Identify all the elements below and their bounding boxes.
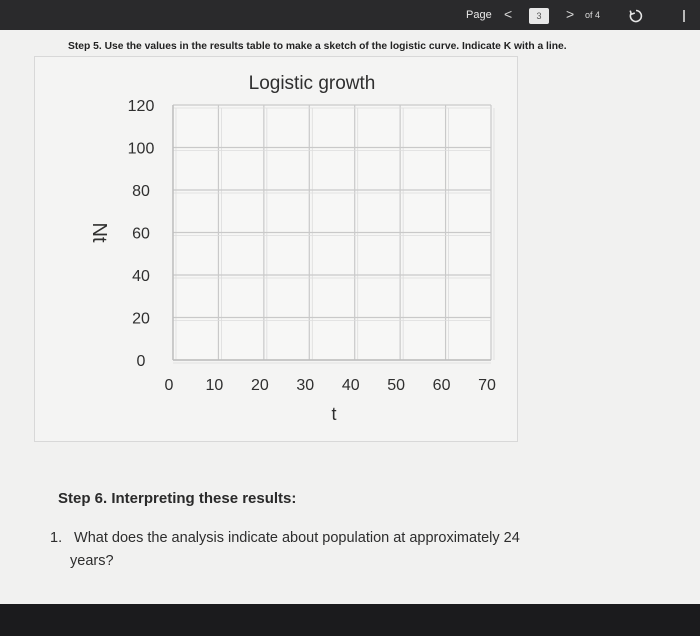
chart-canvas bbox=[35, 57, 517, 441]
x-tick-label: 50 bbox=[387, 377, 406, 394]
y-tick-label: 60 bbox=[132, 225, 150, 243]
question-1 bbox=[50, 527, 610, 573]
rotate-icon[interactable] bbox=[628, 8, 644, 24]
y-tick-label: 20 bbox=[132, 310, 150, 328]
y-tick-label: 120 bbox=[127, 98, 155, 115]
x-axis-label: t bbox=[331, 404, 337, 424]
viewer-toolbar bbox=[0, 0, 700, 30]
step6-heading: Step 6. Interpreting these results: bbox=[58, 490, 297, 507]
y-tick-label: 40 bbox=[132, 268, 150, 285]
next-page-button[interactable]: > bbox=[566, 6, 575, 22]
question-number: 1. bbox=[50, 530, 63, 546]
x-tick-label: 20 bbox=[250, 377, 269, 394]
current-page-input[interactable]: 3 bbox=[529, 8, 549, 24]
y-axis-label: Nt bbox=[88, 222, 110, 243]
x-tick-label: 0 bbox=[164, 377, 174, 394]
x-tick-label: 60 bbox=[432, 377, 451, 394]
x-tick-label: 70 bbox=[478, 377, 496, 394]
y-tick-label: 80 bbox=[132, 183, 150, 200]
page-label: Page bbox=[466, 9, 492, 21]
question-text-line1: What does the analysis indicate about population at approximately 24 bbox=[74, 530, 520, 546]
more-icon[interactable] bbox=[680, 9, 688, 23]
viewer-bottom-bar bbox=[0, 604, 700, 636]
previous-page-button[interactable]: < bbox=[504, 6, 513, 22]
chart-title: Logistic growth bbox=[248, 73, 376, 94]
y-tick-label: 100 bbox=[127, 140, 155, 158]
y-tick-label: 0 bbox=[136, 353, 146, 370]
question-text-line2: years? bbox=[70, 553, 114, 569]
logistic-chart bbox=[34, 56, 518, 442]
page-count: of 4 bbox=[585, 10, 601, 20]
x-tick-label: 10 bbox=[205, 377, 224, 394]
x-tick-label: 40 bbox=[341, 377, 360, 394]
x-tick-label: 30 bbox=[296, 377, 315, 394]
step5-instruction: Step 5. Use the values in the results table to make a sketch of the logistic curve. Indicate K with a line. bbox=[68, 40, 567, 52]
